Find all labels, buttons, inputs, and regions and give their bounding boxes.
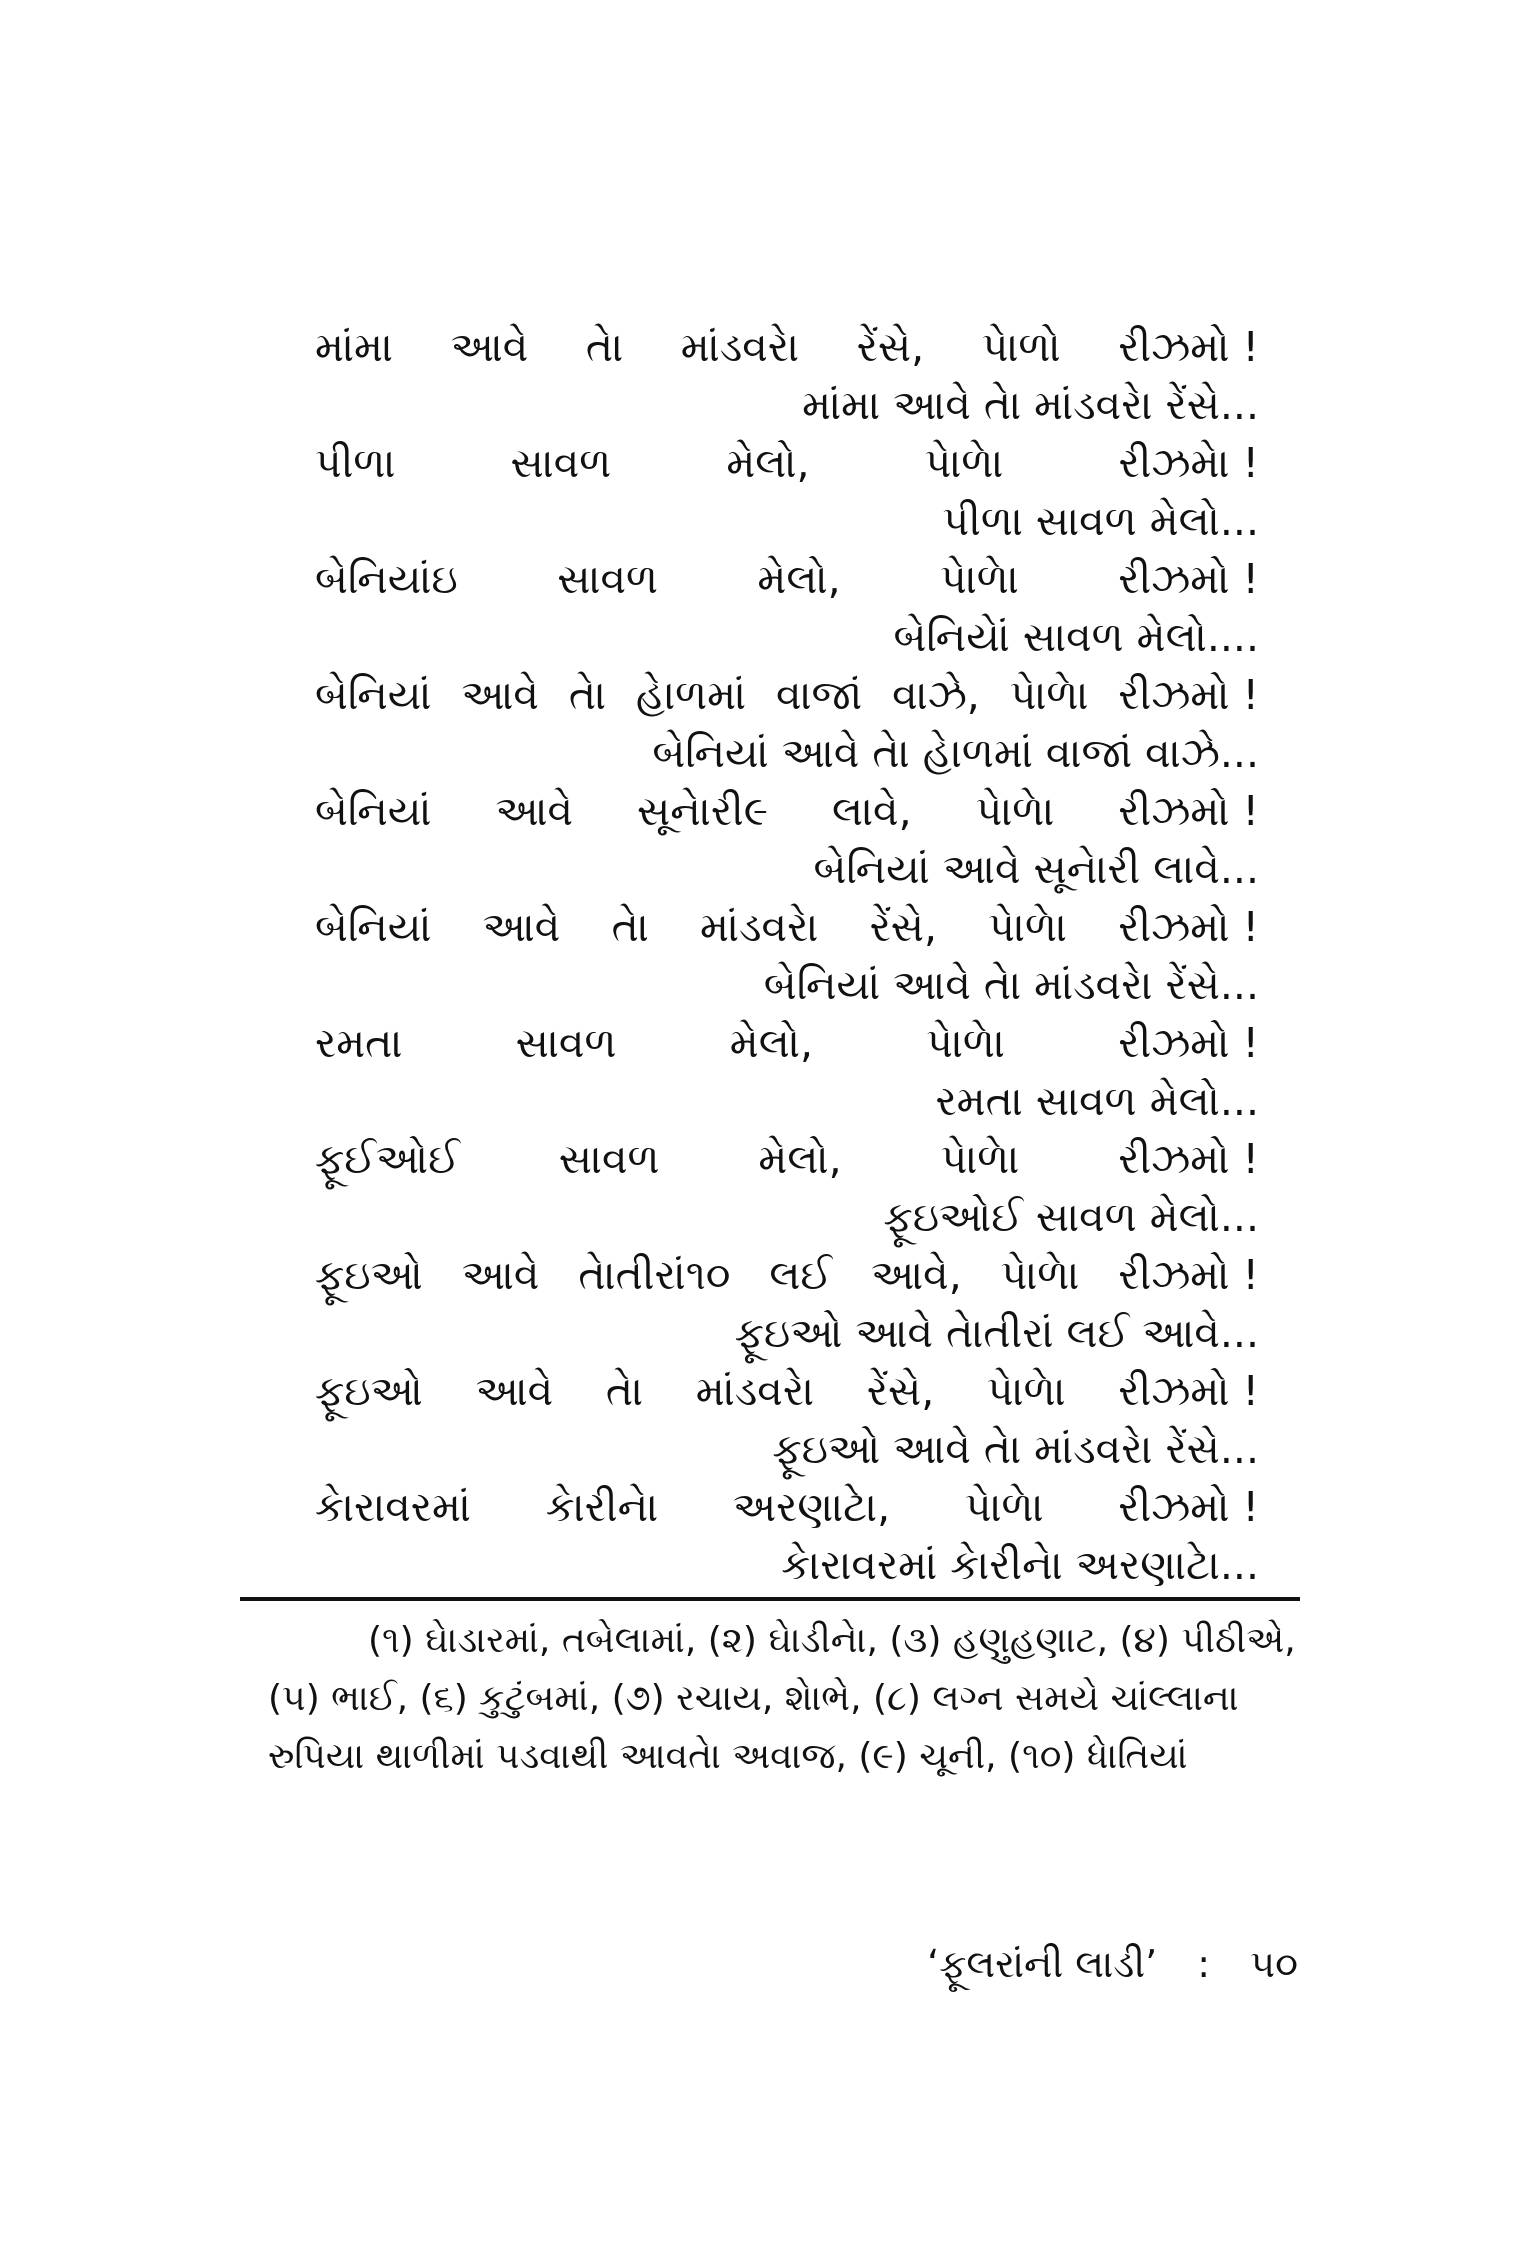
page-footer xyxy=(927,1936,1298,1992)
verse-word: રમતા xyxy=(315,1019,403,1067)
verse-word: બેનિયાં xyxy=(315,903,432,951)
verse-word: રીઝમો ! xyxy=(1118,671,1259,719)
verse-word: લઈ xyxy=(769,1251,833,1299)
verse-word: રેંસે, xyxy=(869,903,938,951)
refrain-line: કેારાવરમાં કેારીનેા અરણાટેા... xyxy=(781,1541,1259,1589)
verse-word: સાવળ xyxy=(557,555,658,603)
verse-word: આવે xyxy=(475,1367,554,1415)
verse-line xyxy=(315,666,1259,724)
verse-word: પેાળેા xyxy=(975,787,1055,835)
refrain-line: ફૂઇઓ આવે તેાતીરાં લઈ આવે... xyxy=(734,1309,1259,1357)
verse-word: આવે xyxy=(461,1251,540,1299)
footnote-divider xyxy=(240,1597,1300,1601)
verse-word: બેનિયાં xyxy=(315,671,432,719)
verse-line xyxy=(315,318,1259,376)
verse-line xyxy=(315,1362,1259,1420)
verse-word: મેલો, xyxy=(729,1019,813,1067)
verse-word: રીઝમો ! xyxy=(1118,787,1259,835)
verse-word: સાવળ xyxy=(510,439,612,487)
verse-word: તેા xyxy=(611,903,649,951)
verse-word: રીઝમો ! xyxy=(1118,1483,1259,1531)
refrain-line: ફૂઇઓઈ સાવળ મેલો... xyxy=(883,1193,1259,1241)
verse-word: લાવે, xyxy=(832,787,912,835)
refrain-line: બેનિયેાં સાવળ મેલો.... xyxy=(893,613,1259,661)
verse-word: બેનિયાંઇ xyxy=(315,555,458,603)
verse-word: રેંસે, xyxy=(866,1367,935,1415)
verse-line xyxy=(315,434,1259,492)
verse-word: રીઝમો ! xyxy=(1118,1251,1259,1299)
verse-word: રેંસે, xyxy=(856,323,925,371)
verse-word: રીઝમો ! xyxy=(1118,903,1259,951)
verse-word: ફૂઇઓ xyxy=(315,1251,423,1299)
verse-line xyxy=(315,550,1259,608)
verse-word: આવે xyxy=(450,323,529,371)
verse-word: અરણાટેા, xyxy=(732,1483,891,1531)
verse-word: તેા xyxy=(605,1367,644,1415)
verse-line xyxy=(315,898,1259,956)
verse-word: મેલો, xyxy=(726,439,810,487)
verse-word: સાવળ xyxy=(558,1135,660,1183)
verse-word: ફૂઇઓ xyxy=(315,1367,423,1415)
verse-word: મેલો, xyxy=(758,1135,842,1183)
verse-line xyxy=(315,1130,1259,1188)
verse-word: કેારીનેા xyxy=(545,1483,659,1531)
verse-word: આવે xyxy=(482,903,561,951)
refrain-line: રમતા સાવળ મેલો... xyxy=(935,1077,1259,1125)
page-number: ૫૦ xyxy=(1250,1942,1298,1986)
verse-word: પેાળેા xyxy=(926,1019,1005,1067)
refrain-line: માંમા આવે તેા માંડવરેા રેંસે... xyxy=(802,381,1259,429)
verse-word: સાવળ xyxy=(515,1019,617,1067)
verse-word: તેા xyxy=(568,671,607,719)
footnote-text: (૧) ઘેાડારમાં, તબેલામાં, (૨) ઘેાડીનેા, (૩) હણુહણાટ, (૪) પીઠીએ, (૫) ભાઈ, (૬) કુટુંબમાં, (૭) રચાય, શેાભે, (૮) લગ્ન સમયે ચાંલ્લાના રુપિયા થાળીમાં પડવાથી આવતેા અવાજ, (૯) ચૂની, (૧૦) ધેાતિયાં xyxy=(268,1620,1296,1777)
verse-word: માંડવરેા xyxy=(695,1367,815,1415)
verse-word: રીઝમો ! xyxy=(1118,323,1259,371)
verse-word: તેા xyxy=(585,323,624,371)
verse-word: ફૂઈઓઈ xyxy=(315,1135,460,1183)
running-title: ‘ફૂલરાંની લાડી’ xyxy=(927,1942,1158,1986)
verse-word: રીઝમો ! xyxy=(1118,1367,1259,1415)
verse-word: રીઝમેા ! xyxy=(1118,439,1259,487)
verse-word: હેાળમાં xyxy=(635,671,747,719)
footer-separator: : xyxy=(1197,1942,1211,1986)
verse-word: વાઝે, xyxy=(892,671,980,719)
verse-word: પેાળેા xyxy=(1000,1251,1080,1299)
refrain-line: બેનિયાં આવે તેા માંડવરેા રેંસે... xyxy=(763,961,1259,1009)
verse-word: રીઝમો ! xyxy=(1118,555,1259,603)
verse-word: રીઝમો ! xyxy=(1118,1019,1259,1067)
verse-word: મેલો, xyxy=(757,555,841,603)
verse-word: આવે xyxy=(461,671,539,719)
verse-word: આવે xyxy=(495,787,574,835)
verse-word: પેાળેા xyxy=(940,1135,1020,1183)
refrain-line: બેનિયાં આવે તેા હેાળમાં વાજાં વાઝે... xyxy=(652,729,1259,777)
verse-word: સૂનેારી૯ xyxy=(637,787,769,835)
verse-word: પેાળેા xyxy=(924,439,1004,487)
verse-word: પેાળેા xyxy=(964,1483,1044,1531)
verse-word: પીળા xyxy=(315,439,396,487)
verse-word: રીઝમો ! xyxy=(1118,1135,1259,1183)
verse-word: માંડવરેા xyxy=(680,323,800,371)
verse-word: આવે, xyxy=(871,1251,962,1299)
verse-line xyxy=(315,1014,1259,1072)
verse-word: કેારાવરમાં xyxy=(315,1483,471,1531)
verse-word: પેાળેા xyxy=(1009,671,1089,719)
verse-line xyxy=(315,1246,1259,1304)
verse-word: તેાતીરાં૧૦ xyxy=(578,1251,731,1299)
footnotes xyxy=(268,1612,1298,1786)
verse-word: વાજાં xyxy=(775,671,863,719)
verse-word: બેનિયાં xyxy=(315,787,432,835)
refrain-line: પીળા સાવળ મેલો... xyxy=(942,497,1259,545)
verse-line xyxy=(315,1478,1259,1536)
verse-word: પેાળેા xyxy=(940,555,1019,603)
poem-text xyxy=(315,318,1259,1594)
verse-word: પેાળો xyxy=(981,323,1061,371)
verse-line xyxy=(315,782,1259,840)
refrain-line: બેનિયાં આવે સૂનેારી લાવે... xyxy=(813,845,1259,893)
verse-word: પેાળેા xyxy=(988,903,1067,951)
verse-word: માંમા xyxy=(315,323,393,371)
refrain-line: ફૂઇઓ આવે તેા માંડવરેા રેંસે... xyxy=(772,1425,1259,1473)
verse-word: માંડવરેા xyxy=(700,903,819,951)
verse-word: પેાળેા xyxy=(986,1367,1066,1415)
